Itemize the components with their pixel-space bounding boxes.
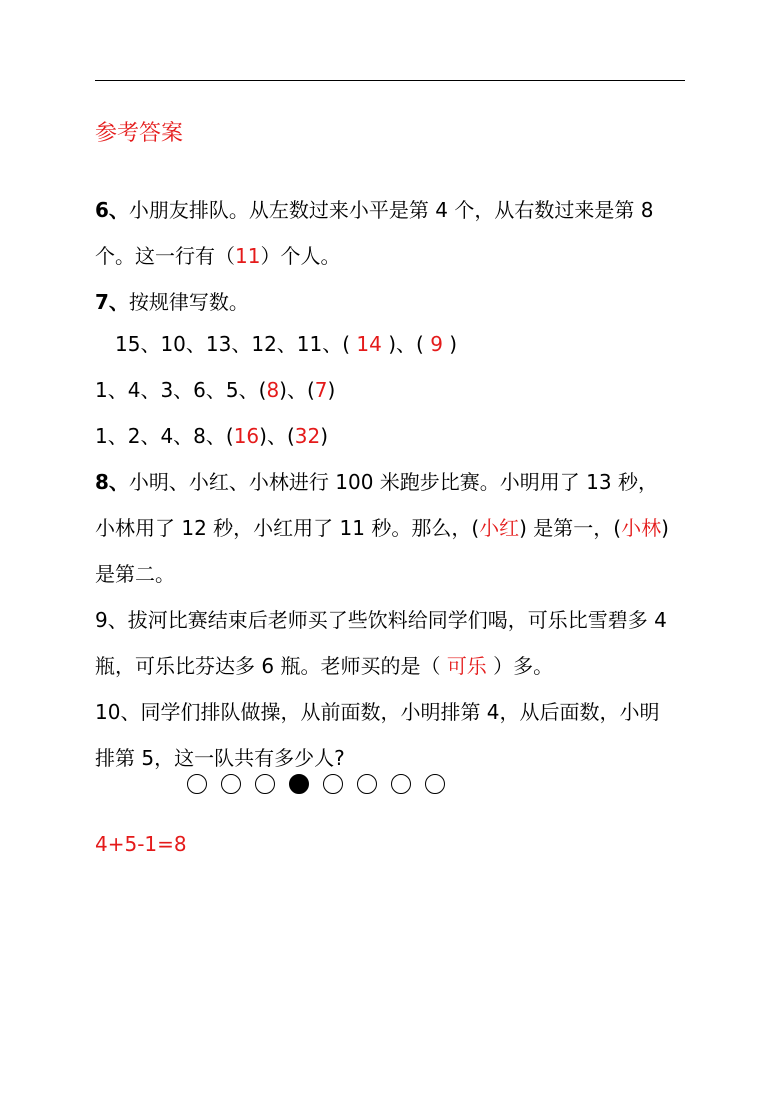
q8-number: 8、 [95,470,129,494]
queue-circle [391,774,411,794]
q8-text-4: ) [661,516,669,540]
q7-seq1-answer-1: 14 [356,332,382,356]
q6-answer: 11 [235,244,261,268]
q7-seq3-prefix: 1、2、4、8、( [95,424,234,448]
q10-answer: 4+5-1=8 [95,832,187,856]
q9-text-3: ）多。 [493,654,554,678]
q7-line-1 [95,288,249,316]
q7-seq2-prefix: 1、4、3、6、5、( [95,378,267,402]
q9-text: 9、拔河比赛结束后老师买了些饮料给同学们喝，可乐比雪碧多 4 [95,608,667,632]
q7-seq1-mid: )、( [388,332,424,356]
q8-text: 小明、小红、小林进行 100 米跑步比赛。小明用了 13 秒， [128,470,658,494]
q6-line-1 [95,196,653,224]
q7-seq3-mid: )、( [259,424,295,448]
queue-circles [187,774,459,794]
q7-seq1-prefix: 15、10、13、12、11、( [115,332,351,356]
queue-circle [221,774,241,794]
q9-line-1 [95,606,667,634]
q7-number: 7、 [95,290,129,314]
queue-circle [187,774,207,794]
q7-seq1-answer-2: 9 [430,332,443,356]
queue-circle-filled [289,774,309,794]
q8-answer-1: 小红 [479,516,520,540]
q7-text: 按规律写数。 [128,290,249,314]
q7-sequence-3 [95,422,328,450]
q6-text-3: ）个人。 [260,244,341,268]
q7-seq3-answer-1: 16 [233,424,260,448]
q9-text-2: 瓶，可乐比芬达多 6 瓶。老师买的是（ [95,654,441,678]
q7-seq3-answer-2: 32 [294,424,321,448]
q8-text-5: 是第二。 [95,562,175,586]
q7-seq2-answer-1: 8 [266,378,280,402]
q9-line-2 [95,652,553,680]
q8-line-3 [95,560,175,588]
q8-text-2: 小林用了 12 秒，小红用了 11 秒。那么，( [95,516,480,540]
q8-text-3: ) 是第一，( [519,516,622,540]
q7-seq2-answer-2: 7 [314,378,328,402]
answer-title: 参考答案 [95,121,184,146]
q6-line-2 [95,242,340,270]
queue-circle [425,774,445,794]
q7-seq2-mid: )、( [279,378,315,402]
q6-text: 小朋友排队。从左数过来小平是第 4 个，从右数过来是第 8 [128,198,654,222]
q8-answer-2: 小林 [621,516,662,540]
queue-circle [255,774,275,794]
q10-line-1 [95,698,660,726]
header-rule [95,80,685,81]
q7-sequence-2 [95,376,335,404]
q7-seq2-end: ) [327,378,336,402]
queue-circle [357,774,377,794]
q6-text-2: 个。这一行有（ [95,244,235,268]
q10-text: 10、同学们排队做操，从前面数，小明排第 4，从后面数，小明 [95,700,660,724]
q8-line-1 [95,468,658,496]
q6-number: 6、 [95,198,129,222]
queue-circle [323,774,343,794]
q9-answer: 可乐 [446,654,487,678]
q10-line-2 [95,744,345,772]
q7-seq3-end: ) [320,424,329,448]
q10-text-2: 排第 5，这一队共有多少人? [95,746,345,770]
q7-seq1-end: ) [449,332,458,356]
q8-line-2 [95,514,669,542]
q7-sequence-1 [115,330,457,358]
